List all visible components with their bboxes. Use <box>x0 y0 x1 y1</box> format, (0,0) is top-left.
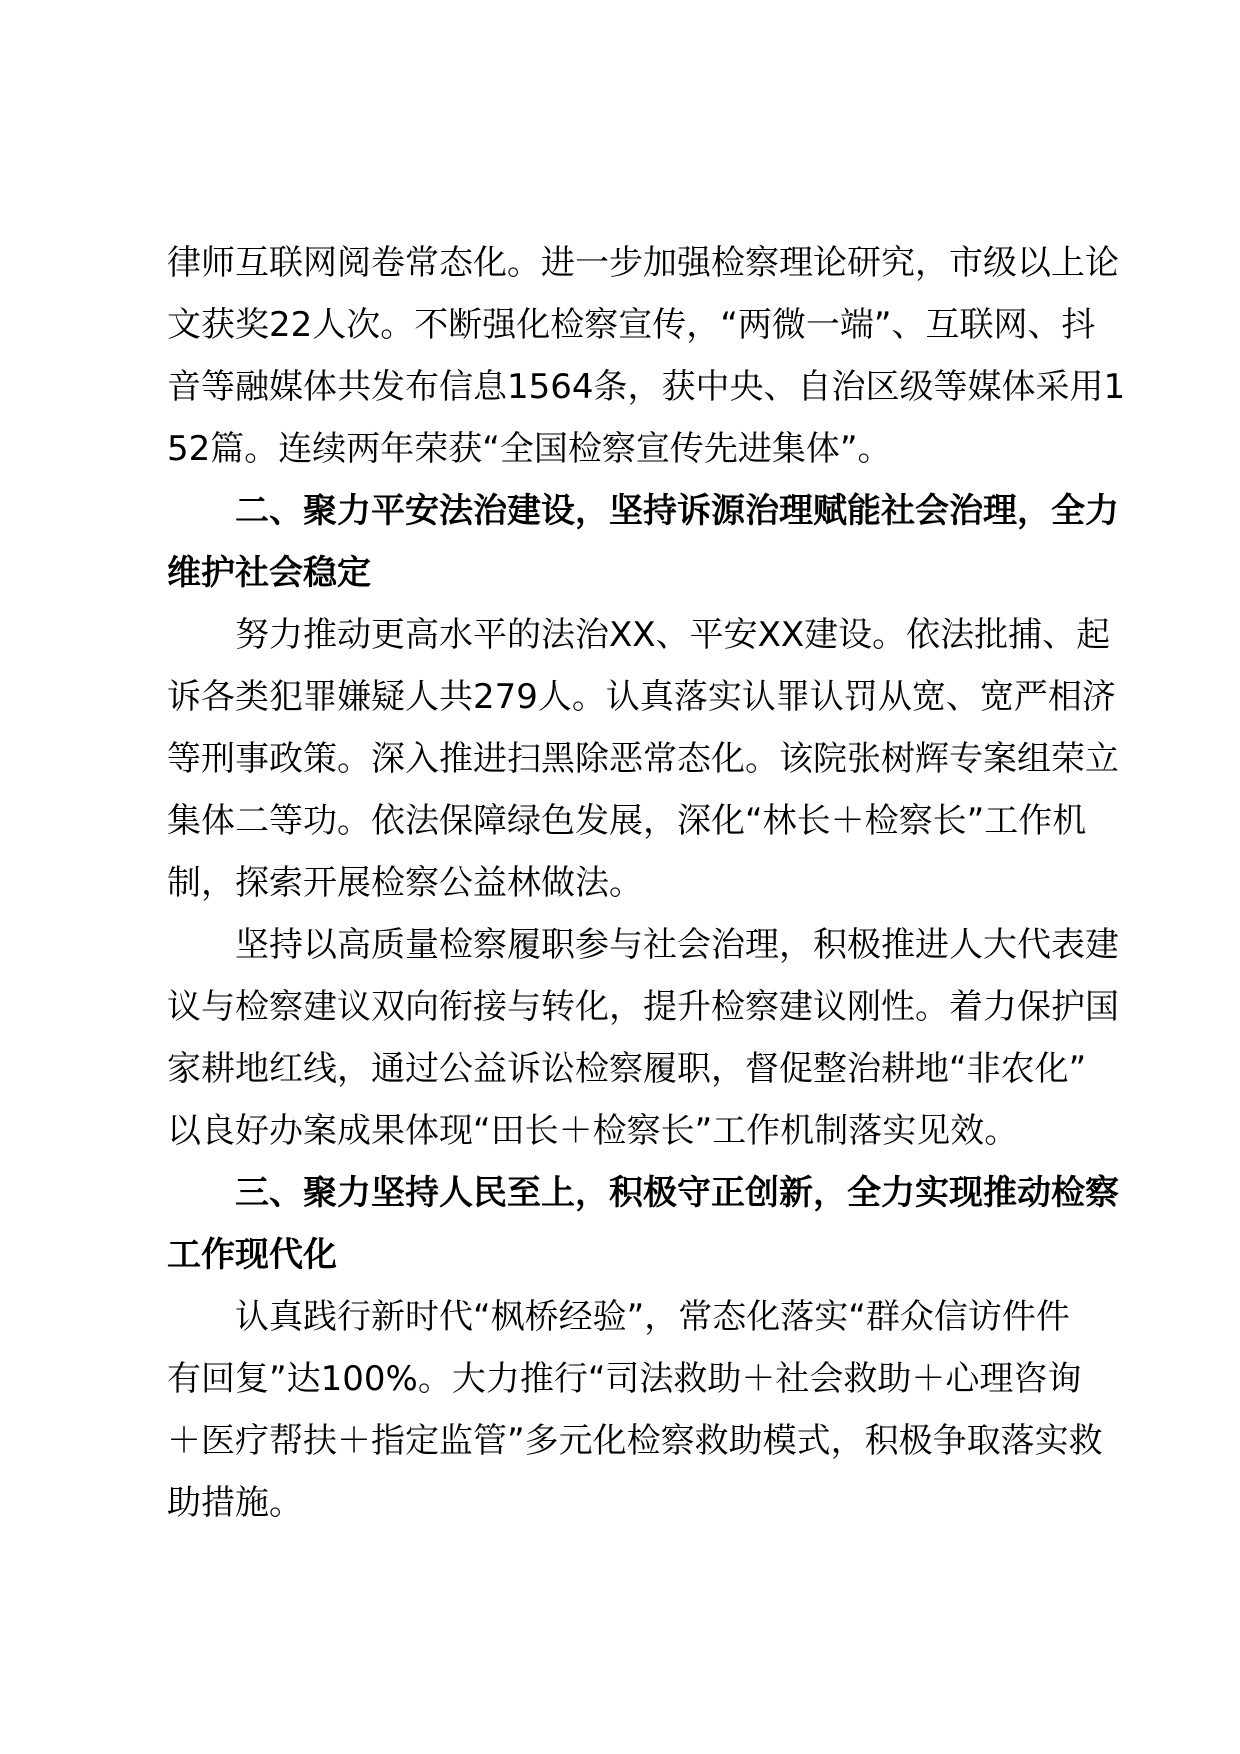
section-heading-2 <box>167 480 1119 604</box>
text-line: 认真践行新时代“枫桥经验”，常态化落实“群众信访件件 <box>235 1297 1070 1337</box>
text-line: 制，探索开展检察公益林做法。 <box>167 863 643 903</box>
text-line: 律师互联网阅卷常态化。进一步加强检察理论研究，市级以上论 <box>167 243 1119 283</box>
paragraph-social-governance <box>167 914 1119 1162</box>
paragraph-fengqiao-experience <box>167 1286 1105 1534</box>
heading-line: 维护社会稳定 <box>167 553 371 593</box>
text-line: 助措施。 <box>167 1483 303 1523</box>
text-line: 坚持以高质量检察履职参与社会治理，积极推进人大代表建 <box>235 925 1119 965</box>
heading-line: 三、聚力坚持人民至上，积极守正创新，全力实现推动检察 <box>235 1173 1119 1213</box>
text-line: 议与检察建议双向衔接与转化，提升检察建议刚性。着力保护国 <box>167 987 1119 1027</box>
text-line: 努力推动更高水平的法治XX、平安XX建设。依法批捕、起 <box>235 615 1111 655</box>
heading-line: 工作现代化 <box>167 1235 337 1275</box>
text-line: 有回复”达100%。大力推行“司法救助＋社会救助＋心理咨询 <box>167 1359 1082 1399</box>
document-page <box>167 232 1126 1534</box>
paragraph-prosecution-publicity <box>167 232 1126 480</box>
paragraph-rule-of-law <box>167 604 1119 914</box>
text-line: 文获奖22人次。不断强化检察宣传，“两微一端”、互联网、抖 <box>167 305 1096 345</box>
text-line: 家耕地红线，通过公益诉讼检察履职，督促整治耕地“非农化” <box>167 1049 1087 1089</box>
text-line: ＋医疗帮扶＋指定监管”多元化检察救助模式，积极争取落实救 <box>167 1421 1103 1461</box>
text-line: 等刑事政策。深入推进扫黑除恶常态化。该院张树辉专案组荣立 <box>167 739 1119 779</box>
text-line: 诉各类犯罪嫌疑人共279人。认真落实认罪认罚从宽、宽严相济 <box>167 677 1116 717</box>
heading-line: 二、聚力平安法治建设，坚持诉源治理赋能社会治理，全力 <box>235 491 1119 531</box>
text-line: 音等融媒体共发布信息1564条，获中央、自治区级等媒体采用1 <box>167 367 1126 407</box>
text-line: 以良好办案成果体现“田长＋检察长”工作机制落实见效。 <box>167 1111 1019 1151</box>
text-line: 52篇。连续两年荣获“全国检察宣传先进集体”。 <box>167 429 892 469</box>
text-line: 集体二等功。依法保障绿色发展，深化“林长＋检察长”工作机 <box>167 801 1087 841</box>
section-heading-3 <box>167 1162 1119 1286</box>
